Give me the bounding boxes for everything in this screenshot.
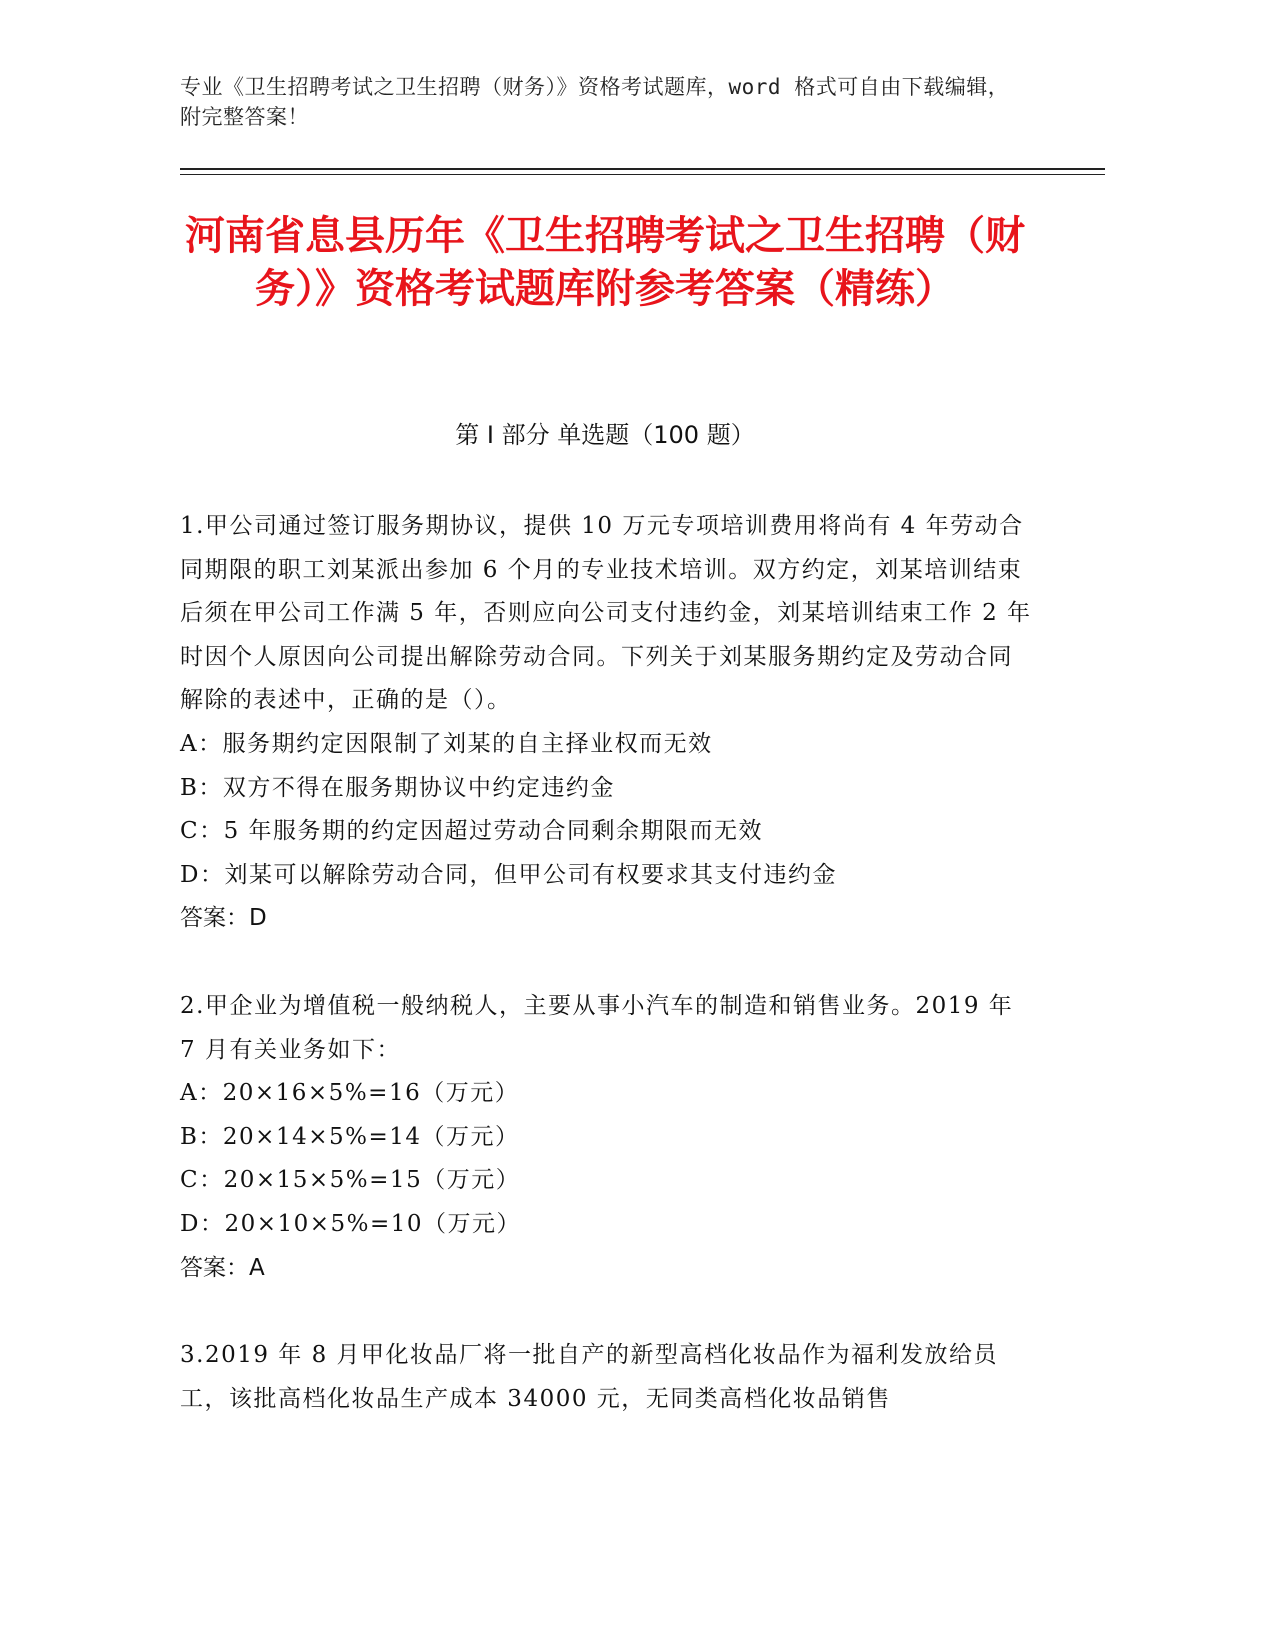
document-title: 河南省息县历年《卫生招聘考试之卫生招聘（财务）》资格考试题库附参考答案（精练） (185, 213, 1025, 312)
option-c: C：20×15×5%=15（万元） (180, 1167, 521, 1194)
question-stem: 3.2019 年 8 月甲化妆品厂将一批自产的新型高档化妆品作为福利发放给员工，该批高档化妆品生产成本 34000 元，无同类高档化妆品销售 (180, 1342, 999, 1412)
option-a: A：服务期约定因限制了刘某的自主择业权而无效 (180, 730, 713, 757)
question-3 (180, 1334, 1035, 1421)
answer: 答案：D (180, 905, 267, 932)
option-d: D：20×10×5%=10（万元） (180, 1210, 522, 1237)
question-stem: 1.甲公司通过签订服务期协议，提供 10 万元专项培训费用将尚有 4 年劳动合同期限的职工刘某派出参加 6 个月的专业技术培训。双方约定，刘某培训结束后须在甲公司工作满 5 年，否则应向公司支付违约金，刘某培训结束工作 2 年时因个人原因向公司提出解除劳动合同。下列关于刘某服务期约定及劳动合同解除的表述中，正确的是（）。 (180, 513, 1032, 714)
header-rule-thick (180, 168, 1105, 170)
header-note: 专业《卫生招聘考试之卫生招聘（财务）》资格考试题库，word 格式可自由下载编辑，附完整答案！ (180, 75, 1010, 129)
option-b: B：20×14×5%=14（万元） (180, 1123, 520, 1150)
answer: 答案：A (180, 1254, 265, 1281)
option-b: B：双方不得在服务期协议中约定违约金 (180, 774, 615, 801)
section-title: 第 I 部分 单选题（100 题） (455, 421, 755, 449)
option-c: C：5 年服务期的约定因超过劳动合同剩余期限而无效 (180, 818, 764, 845)
question-list (180, 505, 1035, 1465)
option-d: D：刘某可以解除劳动合同，但甲公司有权要求其支付违约金 (180, 861, 837, 888)
question-stem: 2.甲企业为增值税一般纳税人，主要从事小汽车的制造和销售业务。2019 年 7 月有关业务如下： (180, 992, 1014, 1063)
question-1 (180, 505, 1035, 941)
option-a: A：20×16×5%=16（万元） (180, 1080, 520, 1107)
header-rule-thin (180, 174, 1105, 175)
question-2 (180, 985, 1035, 1290)
